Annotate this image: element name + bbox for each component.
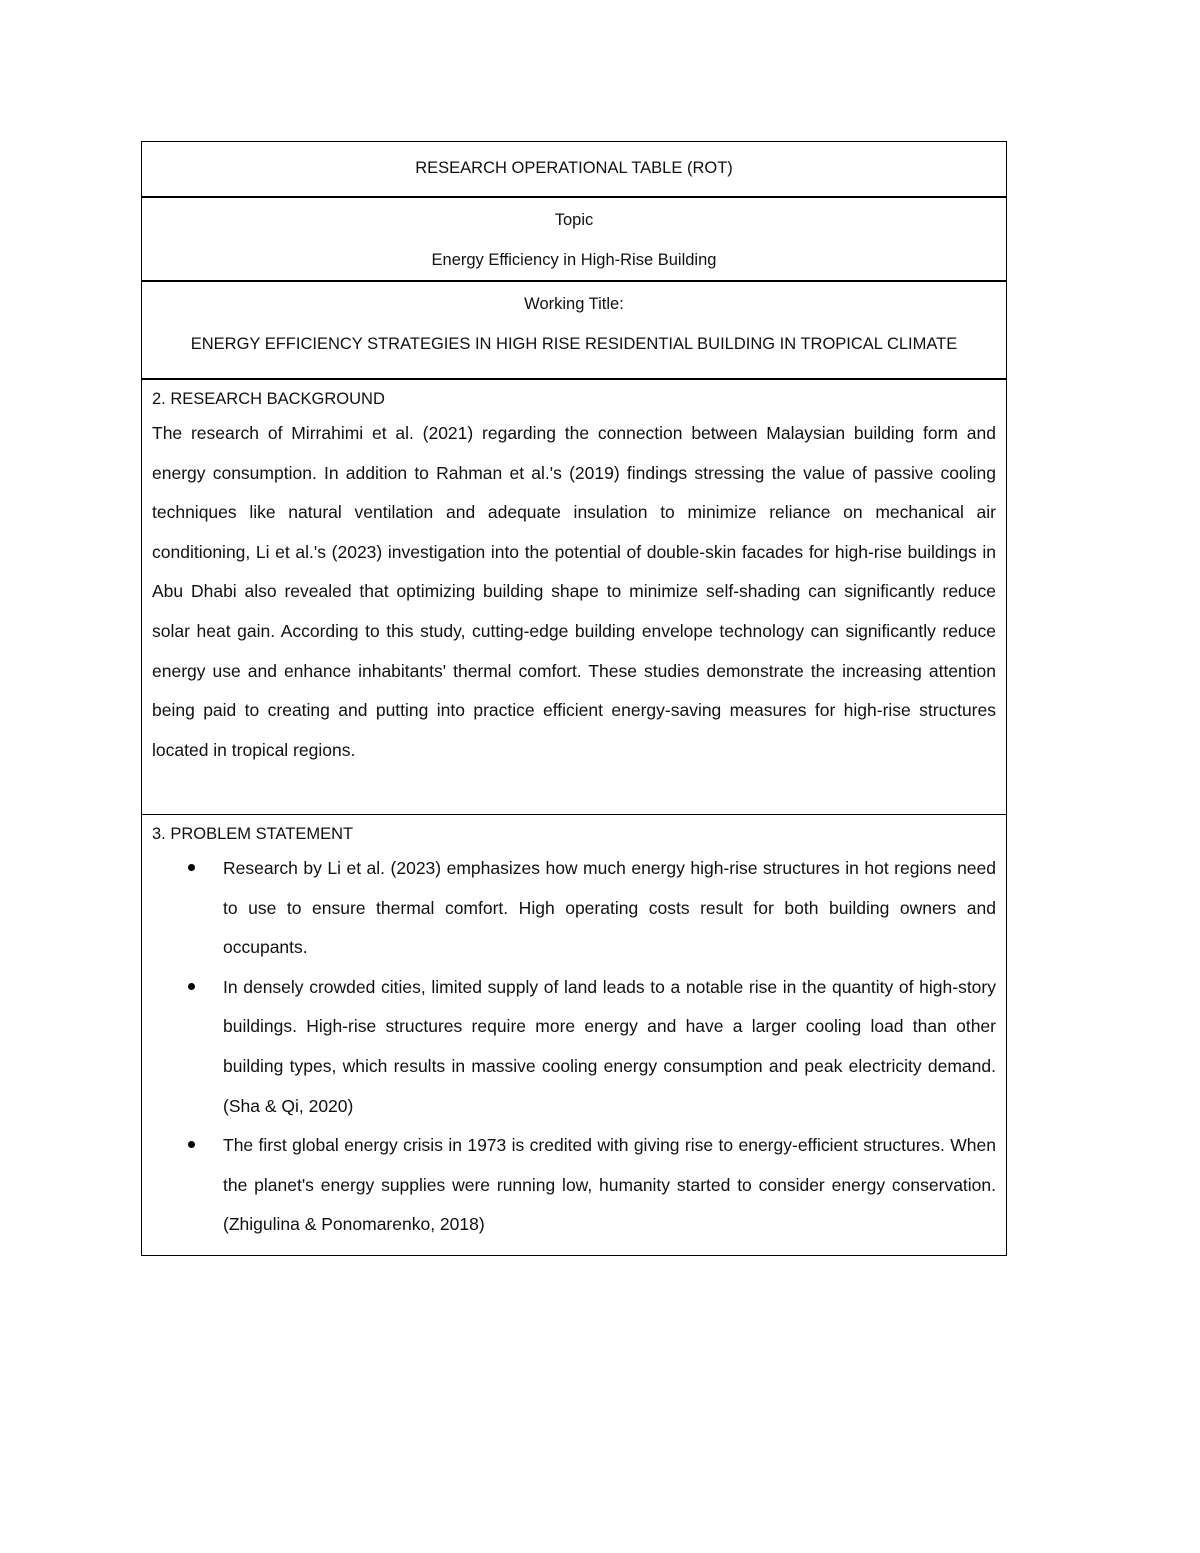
research-operational-table xyxy=(141,141,1007,1256)
topic-value: Energy Efficiency in High-Rise Building xyxy=(431,251,717,269)
problem-statement-list xyxy=(152,849,996,1245)
list-item-text: The first global energy crisis in 1973 is credited with giving rise to energy-efficient structures. When the planet's energy supplies were running low, humanity started to consider energy conservation. (Zhigulina & Ponomarenko, 2018) xyxy=(223,1135,996,1235)
table-title-row xyxy=(142,142,1006,198)
topic-label: Topic xyxy=(554,211,594,229)
topic-row xyxy=(142,198,1006,282)
working-title-value: ENERGY EFFICIENCY STRATEGIES IN HIGH RISE RESIDENTIAL BUILDING IN TROPICAL CLIMATE xyxy=(190,335,958,353)
list-item xyxy=(152,968,996,1126)
list-item-text: In densely crowded cities, limited supply of land leads to a notable rise in the quantity of high-story buildings. High-rise structures require more energy and have a larger cooling load than other building types, which results in massive cooling energy consumption and peak electricity demand. (Sha & Qi, 2020) xyxy=(223,976,996,1116)
bullet-icon xyxy=(188,1141,195,1148)
bullet-icon xyxy=(188,864,195,871)
bullet-icon xyxy=(188,983,195,990)
research-background-section xyxy=(142,380,1006,815)
list-item xyxy=(152,1126,996,1245)
research-background-heading: 2. RESEARCH BACKGROUND xyxy=(152,390,385,408)
working-title-label: Working Title: xyxy=(524,295,624,313)
problem-statement-section xyxy=(142,815,1006,1255)
problem-statement-heading: 3. PROBLEM STATEMENT xyxy=(152,825,354,843)
list-item xyxy=(152,849,996,968)
working-title-row xyxy=(142,282,1006,380)
table-title: RESEARCH OPERATIONAL TABLE (ROT) xyxy=(415,159,733,177)
list-item-text: Research by Li et al. (2023) emphasizes how much energy high-rise structures in hot regions need to use to ensure thermal comfort. High operating costs result for both building owners and occupants. xyxy=(223,858,996,958)
research-background-text: The research of Mirrahimi et al. (2021) regarding the connection between Malaysian building form and energy consumption. In addition to Rahman et al.'s (2019) findings stressing the value of passive cooling techniques like natural ventilation and adequate insulation to minimize reliance on mechanical air conditioning, Li et al.'s (2023) investigation into the potential of double-skin facades for high-rise buildings in Abu Dhabi also revealed that optimizing building shape to minimize self-shading can significantly reduce solar heat gain. According to this study, cutting-edge building envelope technology can significantly reduce energy use and enhance inhabitants' thermal comfort. These studies demonstrate the increasing attention being paid to creating and putting into practice efficient energy-saving measures for high-rise structures located in tropical regions. xyxy=(152,423,996,760)
